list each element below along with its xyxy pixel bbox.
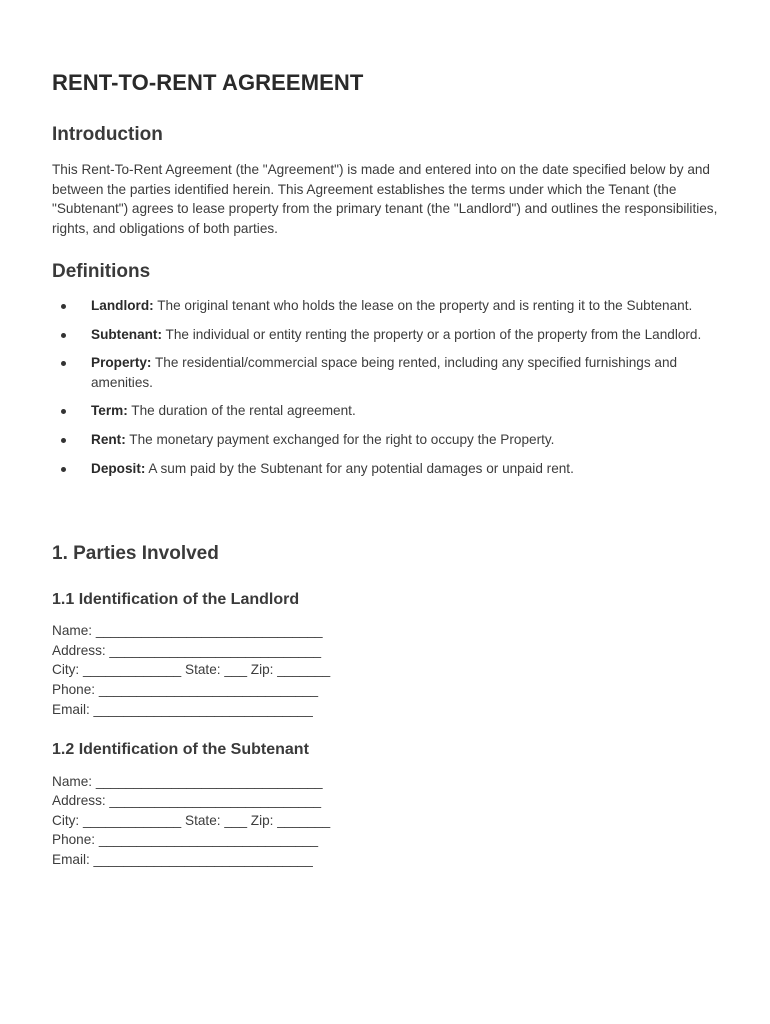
definition-item-property [52,353,727,392]
subtenant-email-field[interactable]: Email: _____________________________ [52,852,313,867]
definition-term: Rent: [91,431,126,447]
definition-term: Deposit: [91,460,146,476]
subtenant-identification-heading: 1.2 Identification of the Subtenant [52,741,309,758]
definition-text: The monetary payment exchanged for the right to occupy the Property. [125,431,555,447]
definition-text: The residential/commercial space being rented, including any specified furnishings and amenities. [91,355,678,390]
bullet-icon [61,304,66,309]
subtenant-address-field[interactable]: Address: ____________________________ [52,793,322,808]
subtenant-phone-field[interactable]: Phone: _____________________________ [52,832,319,847]
bullet-icon [61,438,66,443]
subtenant-city-state-zip-field[interactable]: City: _____________ State: ___ Zip: _______ [52,813,331,828]
definition-text: The duration of the rental agreement. [127,403,356,419]
landlord-address-field[interactable]: Address: ____________________________ [52,643,322,658]
bullet-icon [61,361,66,366]
definition-item-rent [52,430,727,450]
definition-item-subtenant [52,325,727,345]
definitions-list [52,296,727,478]
landlord-city-state-zip-field[interactable]: City: _____________ State: ___ Zip: _______ [52,662,331,677]
bullet-icon [61,409,66,414]
subtenant-name-field[interactable]: Name: ______________________________ [52,774,323,789]
definition-term: Property: [91,355,152,371]
landlord-email-field[interactable]: Email: _____________________________ [52,702,313,717]
bullet-icon [61,333,66,338]
document-title: RENT-TO-RENT AGREEMENT [52,70,364,95]
definition-item-deposit [52,459,727,479]
introduction-paragraph: This Rent-To-Rent Agreement (the "Agreement") is made and entered into on the date specified below by and between the parties identified herein. This Agreement establishes the terms under which the Tenant (the "Subtenant") agrees to lease property from the primary tenant (the "Landlord") and outlines the responsibilities, rights, and obligations of both parties. [52,162,718,236]
definition-text: The individual or entity renting the property or a portion of the property from the Landlord. [161,326,702,342]
landlord-phone-field[interactable]: Phone: _____________________________ [52,682,319,697]
landlord-identification-heading: 1.1 Identification of the Landlord [52,591,300,608]
definition-text: A sum paid by the Subtenant for any potential damages or unpaid rent. [145,460,574,476]
definition-term: Term: [91,403,128,419]
definition-item-term [52,401,727,421]
landlord-name-field[interactable]: Name: ______________________________ [52,623,323,638]
definitions-heading: Definitions [52,261,151,282]
definition-item-landlord [52,296,727,316]
bullet-icon [61,467,66,472]
parties-involved-heading: 1. Parties Involved [52,543,219,564]
introduction-heading: Introduction [52,124,163,145]
definition-term: Subtenant: [91,326,162,342]
definition-text: The original tenant who holds the lease on the property and is renting it to the Subtenant. [153,298,693,313]
definition-term: Landlord: [91,298,154,313]
